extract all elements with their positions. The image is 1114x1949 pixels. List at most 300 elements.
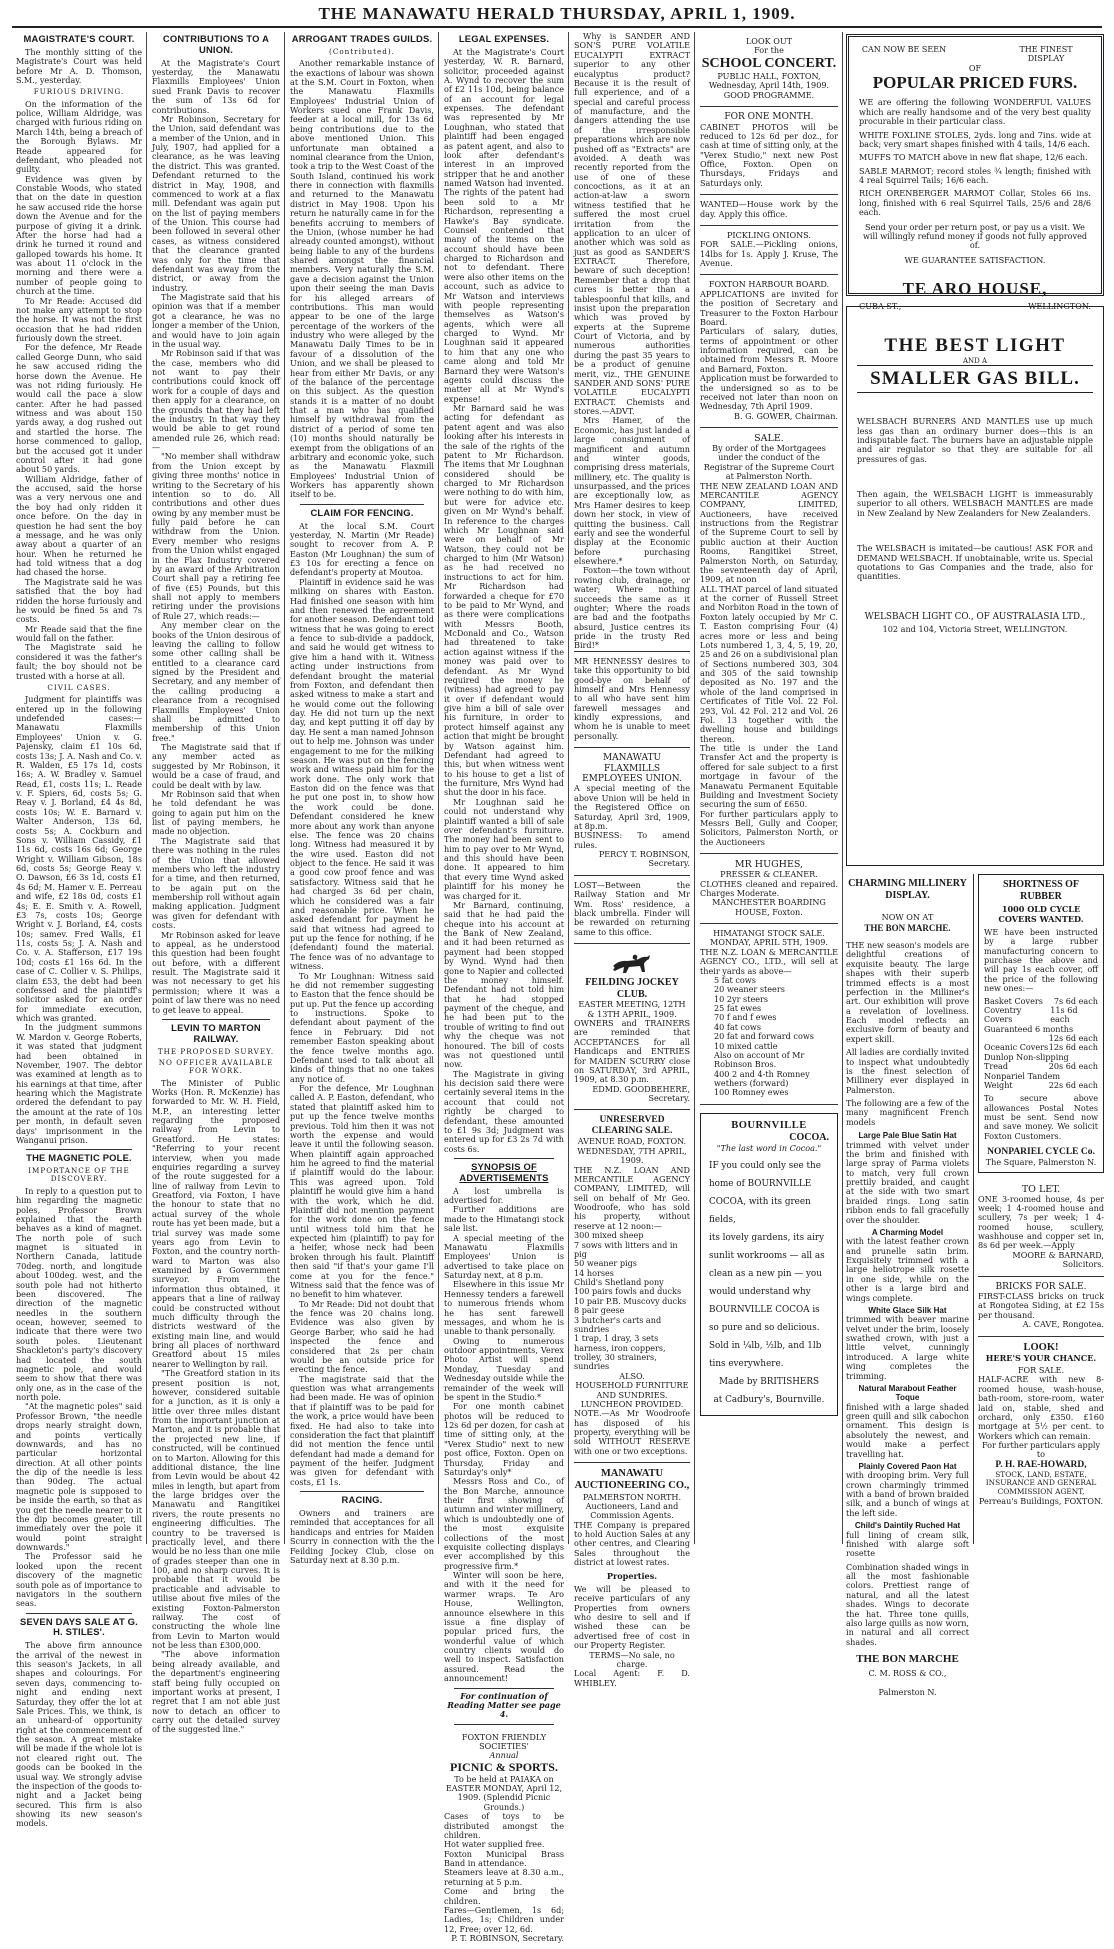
advert-text: LOST—Between the Railway Station and Mr Wm. Ross' residence, a black umbrella. Finder will be rewarded on returning same to this office.: [574, 879, 690, 937]
advert-text: Hot water supplied free.: [444, 1839, 545, 1850]
advert-heading: MANAWATU FLAXMILLS EMPLOYEES UNION.: [582, 753, 682, 784]
advert-line: so pure and so delicious.: [709, 1323, 820, 1334]
advert-text: Foxton Municipal Brass Band in attendance.: [444, 1848, 564, 1869]
te-aro-furs-advert: [846, 34, 1104, 311]
advert-subheading: ALSO.: [619, 1370, 645, 1381]
right-subcolumn: [978, 874, 1104, 1544]
advert-text: with drooping brim. Very full crown charmingly trimmed with a band of brown braided silk, and a bunch of wings at the left side.: [846, 1470, 969, 1518]
article-subhead: FURIOUS DRIVING.: [33, 87, 125, 97]
advert-text: WHITE FOXLINE STOLES, 2yds. long and 7ins. wide at back; very smart shapes finished with 4 tails, 14/6 each.: [859, 129, 1091, 149]
advert-line: tins everywhere.: [709, 1359, 784, 1370]
racehorse-icon: [609, 952, 655, 974]
list-item: 70 f and f ewes: [714, 1012, 777, 1023]
advert-heading: LOOK!: [1023, 1341, 1059, 1353]
advert-store: THE BON MARCHE.: [864, 922, 951, 933]
article-subhead: IMPORTANCE OF THE DISCOVERY.: [28, 1166, 130, 1184]
advert-store: THE BON MARCHE: [856, 1653, 959, 1665]
wanted-advert: [700, 195, 838, 226]
bricks-advert: [978, 1277, 1104, 1337]
article-paragraph: Mr Reade said that the fine would fall on the father.: [16, 623, 142, 644]
advert-address: The Square, Palmerston N.: [985, 1157, 1097, 1168]
article-paragraph: Messrs Ross and Co., of the Bon Marche, announce their first showing of autumn and winter millinery, which is undoubtedly one of the most exquisite collections of the most exquisite collecting displays ever accomplished by this progressive firm.*: [444, 1476, 564, 1571]
millinery-advert: [846, 874, 974, 1698]
advert-text: CABINET PHOTOS will be reduced to 12s 6d per doz., for cash at time of sitting only, at the "Verex Studio," next new Post Office, Foxton. Open on Thursdays, Fridays and Saturdays only.: [700, 121, 838, 188]
advert-title: PICNIC & SPORTS.: [450, 1759, 558, 1774]
advert-text: SABLE MARMOT; record stoles ¾ length; finished with 4 real Squirrel Tails; 16/6 each.: [859, 165, 1091, 186]
advert-text: APPLICATIONS are invited for the position of Secretary and Treasurer to the Foxton Harbour Board.: [700, 288, 838, 327]
advert-subheading: Properties.: [606, 1570, 658, 1581]
list-item: 40 fat cows: [714, 1021, 762, 1032]
article-paragraph: The Magistrate said that there was nothing in the rules of the Union that allowed members who left the industry for a time, and then returned, to be again put on the membership roll without again making application. Judgment was given for defendant with costs.: [152, 835, 280, 931]
advert-title: SMALLER GAS BILL.: [857, 365, 1093, 393]
article-paragraph: In reply to a question put to him regarding the magnetic poles, Professor Brown explained that the earth behaves as a kind of magnet. The north pole of such magnet is situated in Northern Canada, latitude 70deg. north, and longitude about 100deg. west, and the south pole had not hitherto been discovered. The direction of the magnetic needles in the southern ocean, however, seemed to indicate that there were two south poles. Lieutenant Shackleton's party's discovery had located the south magnetic pole, and would seem to show that there was only one, as in the case of the north pole.: [16, 1185, 142, 1402]
advert-text: Particulars of salary, duties, terms of appointment or other information required, can be obtained from Messrs R. Moore and Barnard, Foxton.: [700, 326, 838, 374]
list-item: 20 fat and forward cows: [714, 1031, 814, 1042]
advert-text: RICH ORENBERGER MARMOT Collar, Stoles 66 ins. long, finished with 6 real Squirrel Tails, 25/6 and 28/6 each.: [859, 188, 1091, 218]
advert-subheading: WEDNESDAY, 7TH APRIL, 1909.: [577, 1145, 687, 1166]
advert-heading: LOOK OUT: [745, 36, 793, 46]
advert-signature: P. T. ROBINSON, Secretary.: [451, 1933, 564, 1944]
article-headline: CONTRIBUTIONS TO A UNION.: [162, 33, 270, 55]
advert-text: with the latest feather crown and prunelle satin brim. Exquisitely trimmed with a large heliotrope silk rosette in one side, while on the other is a large bird and wings complete.: [846, 1236, 969, 1303]
advert-subheading: For the: [754, 45, 784, 56]
advert-text: THE N.Z. LOAN AND MERCANTILE AGENCY COMPANY, LIMITED, will sell on behalf of Mr Geo. Woodroofe, who has sold his property, without reserve at 12 noon:—: [574, 1164, 690, 1231]
house-sale-advert: [978, 1337, 1104, 1512]
advert-text: CUBA ST.,: [859, 300, 902, 311]
advert-text: Cases of toys to be distributed amongst the children.: [444, 1811, 564, 1840]
advert-text: By order of the Mortgagees under the conduct of the Registrar of the Supreme Court at Palmerston North.: [703, 443, 835, 482]
advert-line: IF you could only see the: [709, 1160, 821, 1171]
article-paragraph: Winter will soon be here, and with it the need for warmer wraps. Te Aro House, Wellington, announce elsewhere in this issue a fine display of popular priced furs, the wonderful value of which country clients would do well to inspect. Satisfaction assured. Read the announcement!: [444, 1570, 564, 1684]
divider: [300, 504, 424, 505]
advert-header-row: [859, 45, 1091, 64]
advert-line: its lovely gardens, its airy: [709, 1233, 825, 1244]
advert-subheading: COCOA.: [789, 1132, 829, 1143]
article-paragraph: Mr Barnard said he was acting for defendant as patent agent and was also looking after his interests in the sale of the rights of the patent to Mr Richardson. The items that Mr Loughnan considered should be charged to Mr Richardson were nothing to do with him, but were for advice etc. given on Mr Wynd's behalf. In reference to the charges which Mr Loughnan said were on behalf of Mr Watson, they could not be charged to him (Mr Watson) as he had received no instructions to act for him. Mr Richardson had forwarded a cheque for £70 to be paid to Mr Wynd, and as there were complications with Messrs Booth, McDonald and Co., Watson had threatened to take action against witness if the money was paid over to defendant. As Mr Wynd required the money he (witness) had agreed to pay it over if defendant would give him a bill of sale over his furniture, in order to protect himself against any action that might be brought by Watson against him. Defendant had agreed to this, but when witness went to his house to get a list of the furniture, Mrs Wynd had shut the door in his face.: [444, 403, 564, 798]
article-headline: SEVEN DAYS SALE AT G. H. STILES'.: [20, 1615, 138, 1638]
advert-text: WE are offering the following WONDERFUL VALUES which are really handsome and of the very best quality procurable in their particular class.: [859, 97, 1091, 127]
article-subhead: CIVIL CASES.: [47, 682, 111, 692]
advert-text: FOR SALE.—Pickling onions, 14lbs for 1s. Apply J. Kruse, The Avenue.: [700, 239, 838, 269]
union-notice: [574, 748, 690, 876]
advert-text: Come and bring the children.: [444, 1886, 564, 1906]
advert-text: THE N.Z. LOAN & MERCANTILE AGENCY CO., LTD., will sell at their yards as above—: [700, 946, 838, 976]
article-paragraph: The Professor said he looked upon the recent discovery of the magnetic south pole as of importance to navigators in the southern seas.: [16, 1551, 142, 1609]
advert-text: NOW ON AT: [881, 912, 934, 923]
advert-text: OF: [968, 62, 982, 73]
price-item: Guaranteed 6 months: [984, 1023, 1074, 1034]
article-paragraph: "The above information being already available, and the department's engineering staff being fully occupied on important works at present, I regret that I am not able just now to detach an officer to carry out the detailed survey of the suggested line.": [152, 1649, 280, 1735]
model-name: Natural Marabout Feather Toque: [858, 1383, 957, 1403]
list-item: 50 weaner pigs: [574, 1258, 637, 1269]
advert-subheading: PALMERSTON NORTH.: [582, 1491, 682, 1502]
jockey-club-advert: [574, 944, 690, 1110]
advert-line: home of BOURNVILLE: [709, 1179, 812, 1189]
advert-title: THE BEST LIGHT: [884, 335, 1066, 356]
price-item: Weight: [984, 1079, 1013, 1090]
advert-text: MANCHESTER BOARDING HOUSE, Foxton.: [712, 897, 826, 917]
model-name: Large Pale Blue Satin Hat: [858, 1131, 957, 1141]
column-rule: [568, 32, 569, 1544]
article-paragraph: A lost umbrella is advertised for.: [444, 1185, 564, 1206]
advert-heading: TO LET.: [1021, 1183, 1061, 1195]
article-paragraph: The Magistrate said he considered it was the father's fault; the boy should not be trusted with a horse at all.: [16, 642, 142, 681]
advert-text: MUFFS TO MATCH above in new flat shape, 12/6 each.: [859, 152, 1088, 163]
price-value: 20s 6d each: [1048, 1061, 1098, 1072]
advert-heading: UNRESERVED CLEARING SALE.: [591, 1115, 673, 1137]
advert-text: To be held at PAIAKA on EASTER MONDAY, April 12, 1909. (Splendid Picnic Grounds.): [445, 1773, 563, 1812]
clearing-sale-advert: [574, 1110, 690, 1463]
article-paragraph: The Magistrate said that his opinion was that if a member got a clearance, he was no longer a member of the Union, and would have to join again in the usual way.: [152, 292, 280, 349]
advert-heading: MANAWATU AUCTIONEERING CO.,: [574, 1468, 690, 1492]
advert-text: Wednesday, April 14th, 1909.: [708, 80, 830, 91]
article-headline: RACING.: [341, 1494, 383, 1506]
onions-advert: [700, 226, 838, 276]
masthead: [12, 4, 1102, 28]
advert-text: MR HENNESSY desires to take this opportunity to bid good-bye on behalf of himself and Mrs Hennessy to all who have sent him farewell messages and kindly expressions, and whom he is unable to meet personally.: [574, 655, 690, 741]
advert-text: For further particulars apply to Messrs Bell, Gully and Cooper, Solicitors, Palmerston North, or the Auctioneers: [700, 808, 838, 847]
advert-signature: A. CAVE, Rongotea.: [1022, 1319, 1104, 1330]
advert-text: Send your order per return post, or pay us a visit. We will willingly refund money if goods not fully approved of.: [862, 221, 1088, 251]
advert-title: POPULAR PRICED FURS.: [872, 72, 1078, 92]
advert-text: full lining of cream silk, finished with alarge soft rosette: [846, 1529, 969, 1559]
advert-signature: EDMD. GOODBEHERE, Secretary.: [592, 1083, 690, 1103]
advert-line: COCOA, with its green fields,: [709, 1197, 811, 1226]
advert-subheading: PRESSER & CLEANER.: [720, 869, 818, 880]
column-rule: [842, 32, 843, 1544]
advert-text: WE have been instructed by a large rubber manufacturing concern to purchase the above and will pay 1s each cover, off the price of the following new ones:—: [984, 926, 1098, 994]
article-paragraph: Mr Loughnan said he could not understand why plaintiff wanted a bill of sale over defendant's furniture. The money had been sent to him to pay over to Mr Wynd, and this should have been done. It appeared to him that every time Wynd asked plaintiff for his money he was charged for it.: [444, 796, 564, 901]
price-item: Dunlop Non-slipping: [984, 1051, 1069, 1062]
advert-title: SHORTNESS OF RUBBER: [1002, 879, 1080, 902]
divider: [162, 1019, 270, 1020]
article-paragraph: "At the magnetic poles" said Professor Brown, "the needle drops nearly straight down, and points vertically downwards, and has no particular horizontal direction. At all other points the dip of the needle is less than 90deg. The actual magnetic pole is supposed to be inside the earth, so that as you get the needle nearer to it the dip becomes greater, till immediately over the pole it would point straight downwards.": [16, 1401, 142, 1552]
stock-sale-advert: [700, 924, 838, 1105]
article-paragraph: Further additions are made to the Himatangi stock sale list.: [444, 1204, 564, 1234]
list-item: 10 2yr steers: [714, 993, 769, 1004]
column-rule: [694, 32, 695, 1544]
advert-line: would understand why: [709, 1287, 811, 1298]
article-headline: SYNOPSIS OF ADVERTISEMENTS: [459, 1161, 549, 1183]
price-item: Tread: [984, 1061, 1009, 1072]
divider: [26, 1149, 132, 1150]
article-paragraph: Judgment for plaintiffs was entered up in the following undefended cases:—Manawatu Flaxmills Employees' Union v. G. Pajensky, claim £1 10s 6d, costs 13s; J. A. Nash and Co. v. R. Walden, £5 17s 1d, costs 16s; A. W. Bradley v. Samuel Read, £1, costs 11s; L. Reade v. F. Spiers, 6d, costs 5s; G. Reay v. J. Borland, £4 4s 8d, costs 10s; W. E. Barnard v. Walter Anderson, 13s 6d, costs 5s; A. Cockburn and Sons v. William Cassidy, £1 11s 6d, costs 16s 6d; George Wright v. William Gibson, 18s 6d, costs 5s; George Reay v. O. Dawson, £6 3s 1d, costs £1 4s 6d; M. Hamer v. E. Perreau and wife, £2 18s 0d, costs £1 4s; E. E. Smith v. A. Rowell, £3 7s, costs 10s; George Wright v. J. Borland, £4, costs 10s; samev. Fred Walls, £1 11s, costs 5s; J. A. Nash and Co. v. A. Stafferson, £17 19s 10d; costs £1 16s 6d. In the case of C. Collier v. S. Philips, claim £53, the debt had been confessed and the plaintiff's solicitor asked for an order for immediate execution, which was granted.: [16, 694, 142, 1023]
column-1: [12, 32, 146, 1829]
advert-subheading: Auctioneers, Land and Commission Agents.: [585, 1500, 679, 1521]
price-item: Coventry Covers: [984, 1004, 1022, 1025]
school-concert-advert: [700, 32, 838, 107]
to-let-advert: [978, 1179, 1104, 1277]
photos-advert: [700, 107, 838, 195]
auctioneering-advert: [574, 1463, 690, 1694]
advert-text: The WELSBACH is imitated—be cautious! ASK FOR and DEMAND WELSBACH. If unobtainable, write us. Special quotations to Gas Companies and the trade, also for quantities.: [857, 543, 1093, 582]
list-item: 400 2 and 4-th Romney wethers (forward): [714, 1068, 810, 1089]
list-item: 20 weaner steers: [714, 984, 785, 995]
advert-signature: MOORE & BARNARD, Solicitors.: [1012, 1249, 1104, 1270]
article-paragraph: A special meeting of the Manawatu Flaxmills Employees' Union is advertised to take place on Saturday next, at 8 p.m.: [444, 1232, 564, 1281]
advert-text: CLOTHES cleaned and repaired. Charges Moderate.: [700, 878, 838, 898]
article-paragraph: To Mr Reade: Did not doubt that the fence was 20 chains long. Evidence was also given by George Barber, who said he had inspected the fence and considered that 2s per chain would be an outside price for erecting the fence.: [290, 1298, 434, 1375]
advert-text: THE NEW ZEALAND LOAN AND MERCANTILE AGENCY COMPANY, LIMITED, Auctioneers, have received instructions from the Registrar of the Supreme Court to sell by public auction at their Auction Rooms, Rangitikei Street, Palmerston North, on Saturday, the seventeenth day of April, 1909, at noon: [700, 480, 838, 585]
advert-subheading: AVENUE ROAD, FOXTON.: [577, 1136, 687, 1147]
column-rule: [146, 32, 147, 1544]
article-paragraph: The above firm announce the arrival of the newest in this season's Jackets, in all shapes and colourings. For seven days, commencing to-night and ending next Saturday, they offer the lot at Sale Prices. This, we think, is an unheard-of opportunity right at the commencement of the season. A great mistake will be made if the whole lot is not cleared right out. The goods can be booked in the usual way. We strongly advise the inspection of the goods to-night and a Jacket being secured. This firm is also showing its new season's models.: [16, 1640, 142, 1829]
advert-text: NOTE.—As Mr Woodroofe has disposed of his property, everything will be sold WITHOUT RESERVE with one or two exceptions.: [574, 1408, 690, 1456]
divider: [26, 1613, 132, 1614]
article-paragraph: The magistrate said that the question was what arrangements had been made. He was of opinion that if plaintiff was to be paid for the work, a price would have been fixed. He had also to take into consideration the fact that plaintiff did not mention the fence until defendant had made a demand for payment of the heifer. Judgment was given for defendant with costs, £1 1s.: [290, 1373, 434, 1487]
advert-heading: SALE.: [754, 433, 784, 445]
advert-text: trimmed with beaver marine velvet under the brim, loosely swathed crown, with just a little velvet, cunningly introduced. A large white wing completes the trimming.: [846, 1314, 969, 1381]
advert-text: Local Agent: F. D. WHIBLEY.: [574, 1668, 690, 1688]
divider: [454, 1724, 554, 1725]
column-rule: [284, 32, 285, 1544]
list-item: 10 pair P.B. Muscovy ducks: [574, 1295, 687, 1306]
article-headline: CLAIM FOR FENCING.: [310, 506, 414, 518]
advert-text: PUBLIC HALL, FOXTON,: [717, 70, 821, 81]
divider: [300, 1491, 424, 1492]
column-4: [440, 32, 568, 1944]
price-value: 22s 6d each: [1048, 1079, 1098, 1090]
bournville-advert: [700, 1113, 838, 1417]
article-subhead: THE PROPOSED SURVEY.: [157, 1046, 275, 1056]
advert-text: Then again, the WELSBACH LIGHT is immeasurably superior to all others. WELSBACH MANTLES are made in New Zealand by New Zealanders for New Zealanders.: [857, 489, 1093, 518]
article-subhead: NO OFFICER AVAILABLE FOR WORK.: [158, 1057, 274, 1076]
model-name: A Charming Model: [871, 1227, 944, 1237]
advert-text: FIRST-CLASS bricks on truck at Rongotea Siding, at £2 15s per thousand.: [978, 1291, 1104, 1320]
article-paragraph: Owing to numerous outdoor appointments, Verex Photo Artist will spend Monday, Tuesday and Wednesday outside while the remainder of the week will be spent in the Studio.*: [444, 1335, 564, 1402]
advert-text: For further particulars apply to: [981, 1440, 1101, 1460]
advert-text: GOOD PROGRAMME.: [723, 89, 815, 100]
article-paragraph: For the defence, Mr Loughnan called A. P. Easton, defendant, who stated that plaintiff asked him to put up the fence twelve months previous. Told him then it was not worth the expense and would leave it until the following season. When plaintiff again approached him he agreed to find the material if plaintiff would do the labour. This was agreed upon. Told plaintiff he would give him a hand with the work, which he did. Plaintiff did not mention payment for the work done on the fence until witness told him that he expected him (plaintiff) to pay for a heifer, whose neck had been broken through his fault. Plaintiff then said "if that's your game I'll come at you for the fence." Witness said that the fence was of no benefit to him whatever.: [290, 1083, 434, 1300]
article-paragraph: To Mr Reade: Accused did not make any attempt to stop the horse. It was not the first occasion that he had ridden furiously down the street.: [16, 295, 142, 344]
advert-line: clean as a new pin — you: [709, 1269, 822, 1280]
advert-heading: BOURNVILLE: [731, 1119, 807, 1131]
advert-text: Fares—Gentlemen, 1s 6d; Ladies, 1s; Children under 12, Free; over 12, 6d.: [444, 1904, 564, 1934]
advert-text: THE new season's models are delightful creations of exquisite beauty. The large shapes with their superb trimmed effects is a most perfection in the Milliner's art. Our exhibition will prove a revelation of loveliness. Each model reflects an exclusive form of beauty and expert skill.: [846, 940, 969, 1044]
article-headline: LEGAL EXPENSES.: [458, 33, 550, 44]
advert-text: HALF-ACRE with new 8-roomed house, wash-house, bath-room, store-room, water laid on, stable, shed and orchard, only £350. £160 mortgage at 5½ per cent. to Workers which can remain.: [978, 1374, 1104, 1441]
article-headline: THE MAGNETIC POLE.: [26, 1152, 132, 1164]
advert-text: trimmed with velvet under the brim and finished with large spray of Parma violets to match, very full crown prettily braided, and caught at the side with two smart braided rings. Long satin ribbon ends to fall gracefully over the shoulder.: [846, 1139, 969, 1225]
advert-subheading: HOUSEHOLD FURNITURE AND SUNDRIES.: [575, 1380, 689, 1400]
price-value: 7s 6d each: [1053, 995, 1098, 1006]
list-item: 3 butcher's carts and sundries: [574, 1314, 662, 1334]
price-value: 12s 6d each: [1048, 1033, 1098, 1044]
column-rule: [438, 32, 439, 1544]
advert-text: ONE 3-roomed house, 4s per week; 1 4-roomed house and scullery, 7s per week; 1 4-roomed house, scullery, washhouse and copper set in, 8s 6d per week.—Apply: [978, 1193, 1104, 1251]
article-paragraph: On the information of the police, William Aldridge, was charged with furious riding on March 14th, being a breach of the Borough Bylaws. Mr Reade appeared for defendant, who pleaded not guilty.: [16, 98, 142, 175]
presser-advert: [700, 854, 838, 924]
advert-text: Steamers leave at 8.30 a.m., returning at 5 p.m.: [444, 1867, 564, 1887]
advert-heading: FOR ONE MONTH.: [724, 112, 814, 123]
advert-address: Perreau's Buildings, FOXTON.: [978, 1495, 1104, 1506]
advert-title: TE ARO HOUSE,: [902, 279, 1048, 299]
advert-text: ALL THAT parcel of land situated at the corner of Russell Street and Norbiton Road in the town of Foxton lately occupied by Mr C. T. Easton comprising Four (4) acres more or less and being Lots numbered 1, 3, 4, 5, 19, 20, 25 and 26 on a subdivisional plan of Sections numbered 303, 304 and 305 of the said township deposited as No. 197 and the whole of the land comprised in Certificates of Title Vol. 22 Fol. 293, Vol. 42 Fol. 212 and Vol. 26 Fol. 13 together with the dwelling house and buildings thereon.: [700, 583, 838, 744]
list-item: 1 trap, 1 dray, 3 sets harness, iron coppers, trolley, 30 strainers, sundries: [574, 1333, 666, 1372]
article-headline: MAGISTRATE'S COURT.: [23, 33, 135, 44]
advert-subheading: LUNCHEON PROVIDED.: [580, 1398, 684, 1409]
article-paragraph: Elsewhere in this issue Mr Hennessy tenders a farewell to numerous friends whom he has sent farewell messages, and whom he is unable to thank personally.: [444, 1279, 564, 1337]
article-paragraph: For one month cabinet photos will be reduced to 12s 6d per dozen, for cash at time of sitting only, at the "Verex Studio" next to new post office, Foxton. Open on Thursday, Friday and Saturday's only*: [444, 1401, 564, 1477]
article-paragraph: Mr Barnard, continuing, said that he had paid the cheque into his account at the Bank of New Zealand, and it had been returned as payment had been stopped by Wynd. Wynd had then gone to Napier and collected the money himself. Defendant had not told him that he had stopped payment of the cheque, and he had been put to the trouble of writing to find out why the cheque was not honoured. The bill of costs was not questioned until now.: [444, 899, 564, 1070]
model-name: White Glace Silk Hat: [868, 1305, 947, 1315]
harbour-board-advert: [700, 275, 838, 428]
advert-text: Combination shaded wings in all the most fashionable colors. Prettiest range of natural, and all the latest shades. Wings to decorate the hat. Three tone quills, also large quills as now worn, in natural and all correct shades.: [846, 1561, 969, 1647]
article-paragraph: "The Greatford station in its present position is not, however, considered suitable for a junction, as it is only a little over three miles distant from the important junction at Marton, and it is probable that the projected new line, if constructed, will be continued on to Marton. Allowing for this additional distance, the line from Levin would be about 42 miles in length, but apart from the large bridges over the Manawatu and Rangitikei rivers, the route presents no engineering difficulties. The country to be traversed is practically level, and there would be no less than one mile of grades steeper than one in 100, and no sharp curves. It is probable that it would be practicable and advisable to utilise about five miles of the existing Foxton-Palmerston railway. The cost of constructing the whole line from Levin to Marton would not be less than £300,000.: [152, 1368, 280, 1651]
advert-heading: FOXTON FRIENDLY SOCIETIES': [461, 1731, 547, 1752]
article-subhead: (Contributed).: [329, 46, 395, 56]
advert-line: at Cadbury's, Bournville.: [713, 1395, 825, 1406]
article-headline: ARROGANT TRADES GUILDS.: [291, 33, 433, 44]
advert-text: TERMS—No sale, no charge.: [589, 1649, 675, 1669]
advert-text: OWNERS and TRAINERS are reminded that ACCEPTANCES for all Handicaps and ENTRIES for MAIDEN SCURRY close on SATURDAY, 3rd APRIL, 1909, at 8.30 p.m.: [574, 1018, 690, 1085]
advert-heading: FEILDING JOCKEY CLUB.: [585, 977, 679, 1000]
model-name: Plainly Covered Paon Hat: [858, 1461, 957, 1471]
picnic-advert: [444, 1728, 564, 1949]
article-paragraph: Mr Robinson asked for leave to appeal, as he understood this question had been fought out before, with a different result. The Magistrate said it was not necessary to get his permission; where it was a point of law there was no need to get leave to appeal.: [152, 929, 280, 1015]
article-paragraph: Owners and trainers are reminded that acceptances for all handicaps and entries for Maiden Scurry in connection with the the Feilding Jockey Club, close on Saturday next at 8.30 p.m.: [290, 1508, 434, 1565]
welsbach-advert: [846, 306, 1104, 866]
article-paragraph: William Aldridge, father of the accused, said the horse was a very nervous one and the boy had only ridden it once before. On the day in question he had sent the boy a message, and he was only away about a quarter of an hour. When he returned he had told witness that a dog had chased the horse.: [16, 473, 142, 578]
advert-text: WANTED—House work by the day. Apply this office.: [700, 199, 838, 219]
continuation-note: For continuation of Reading Matter see page 4.: [447, 1690, 561, 1720]
article-paragraph: Mr Robinson, Secretary for the Union, said defendant was a member of the Union, and in July, 1907, had applied for a clearance, as he was leaving the district. This was granted. Defendant returned to the district in May, 1908, and commenced to work at a flax mill. Defendant was again put on the list of paying members of the Union. This course had been followed in several other cases, as witness considered that the clearance granted was only for the time that defendant was away from the district, or away from the industry.: [152, 113, 280, 293]
divider: [454, 1688, 554, 1689]
price-list: [984, 997, 1098, 1091]
list-item: 25 fat ewes: [714, 1003, 762, 1014]
advert-line: Made by BRITISHERS: [719, 1377, 819, 1388]
list-item: 5 fat cows: [714, 974, 756, 985]
advert-text: The following are a few of the many magnificent French models: [846, 1098, 969, 1127]
article-paragraph: At the Magistrate's Court yesterday, W. R. Barnard, solicitor, proceeded against A. Wynd to recover the sum of £2 11s 10d, being balance of an account for legal expenses. The defendant was represented by Mr Loughnan, who stated that plaintiff had been engaged as patent agent, and also to look after defendant's interest in an improved stripper that he and another named Watson had invented. The rights of the patent had been sold to a Mr Richardson, representing a Hawke's Bay syndicate. Counsel contended that many of the items on the account should have been charged to Richardson and not to defendant. There were also other items on the account, such as advice to Mr Watson and interviews with people representing themselves as Watson's agents, which were all charged to Wynd. Mr Loughnan said it appeared to him that any one who came along and told Mr Barnard they were Watson's agents could discuss the matter all at Mr Wynd's expense!: [444, 46, 564, 404]
article-paragraph: Why is SANDER AND SON'S PURE VOLATILE EUCALYPTI EXTRACT superior to any other eucalyptus product? Because it is the result of full experience, and of a special and careful process of manufacture, and the dangers attending the use of the irresponsible preparations which are now pushed off as "Extracts" are avoided. A death was recently reported from the use of one of these concoctions, as it at an action-at-law a sworn witness testified that he suffered the most cruel irritation from the application to an ulcer of another which was sold as just as good as SANDER'S EXTRACT. Therefore, beware of such deception! Remember that a drop that cures is better than a tablespoonful that kills, and insist upon the preparation which was proved by experts at the Supreme Court of Victoria, and by numerous authorities during the past 35 years to be a product of genuine merit, viz., THE GENUINE SANDER AND SONS' PURE VOLATILE EUCALYPTI EXTRACT. Chemists and stores.—ADVT.: [574, 31, 690, 416]
column-2: [148, 32, 284, 1735]
advert-company: P. H. RAE-HOWARD,: [995, 1459, 1087, 1470]
advert-line: Sold in ¼lb, ½lb, and 1lb: [709, 1341, 822, 1352]
article-paragraph: The Magistrate in giving his decision said there were certainly several items in the account that could not rightly be charged to defendant, these amounted to £1 9s 3d; Judgment was entered up for £3 2s 7d with costs 6s.: [444, 1068, 564, 1154]
article-paragraph: Plaintiff in evidence said he was milking on shares with Easton. Had finished one season with him and then renewed the agreement for another season. Defendant told witness that he was going to erect a fence to sub-divide a paddock, and said he would get witness to give him a hand with it. Witness acting under instructions from defendant brought the material from Foxton, and defendant then asked witness to make a start and he would come out the following day. He did not turn up the next day, and kept putting it off day by day. He sent a man named Johnson out to help me. Johnson was under engagement to me for the milking season. He was put on the fencing work and witness paid him for the work done. The only work that Easton did on the fence was that he put one post in, to show how the work could be done. Defendant considered he knew more about any work than anyone else. The fence was 20 chains long. Witness had measured it by the wire used. Easton did not object to the fence. He said it was a good cow proof fence and was satisfactory. Witness said that he had charged 3s 6d per chain, which he considered was a fair and reasonable price. When he asked defendant for payment he said that witness had agreed to put up the fence for nothing, if he (defendant) found the material. The fence was of no advantage to witness.: [290, 576, 434, 972]
advert-company: WELSBACH LIGHT CO., OF AUSTRALASIA LTD.,: [864, 611, 1086, 622]
list-item: 300 mixed sheep: [574, 1230, 644, 1241]
article-paragraph: Evidence was given by Constable Woods, who stated that on the date in question he saw accused ride the horse down the Avenue and for the purpose of giving it a drink. After the horse had had a drink he turned it round and galloped towards his home. It was about 11 o'clock in the morning and there were a number of people going to church at the time.: [16, 173, 142, 297]
list-item: Child's Shetland pony: [574, 1277, 664, 1288]
price-value: 12s 6d each: [1048, 1042, 1098, 1053]
article-paragraph: At the Magistrate's Court yesterday, the Manawatu Flaxmills Employees' Union sued Frank Davis to recover the sum of 13s 6d for contributions.: [152, 57, 280, 115]
rubber-advert: [978, 874, 1104, 1173]
article-paragraph: The Magistrate said that if any member acted as suggested by Mr Robinson, it would be a case of fraud, and could be dealt with by law.: [152, 742, 280, 790]
price-item: Basket Covers: [984, 995, 1043, 1006]
advert-line: sunlit workrooms — all as: [709, 1251, 825, 1262]
advert-text: WELLINGTON.: [1028, 300, 1091, 311]
advert-heading: HIMATANGI STOCK SALE.: [713, 928, 825, 939]
advert-subheading: 1000 OLD CYCLE COVERS WANTED.: [998, 904, 1084, 924]
advert-text: STOCK, LAND, ESTATE, INSURANCE AND GENERAL COMMISSION AGENT,: [985, 1469, 1097, 1496]
advert-signature: B. G. GOWER, Chairman.: [734, 410, 838, 421]
advert-text: AND A: [962, 357, 988, 366]
advert-title: CHARMING MILLINERY DISPLAY.: [848, 878, 967, 901]
advert-text: A special meeting of the above Union will be held in the Registered Office on Saturday, April 3rd, 1909, at 8p.m.: [574, 783, 690, 831]
advert-text: All ladies are cordially invited to inspect what undoubtedly is the finest selection of Millinery ever displayed in Palmerston.: [846, 1047, 969, 1095]
article-paragraph: For the defence, Mr Reade called George Dunn, who said he saw accused riding the horse down the Avenue. He was not riding furiously. He would call the pace a slow canter. After he had passed witness and was about 150 yards away, a dog rushed out and startled the horse. The horse commenced to gallop, but the accused got it under control after it had gone about 50 yards.: [16, 342, 142, 475]
advert-subheading: MONDAY, APRIL 5TH, 1909.: [710, 937, 828, 948]
column-6: [696, 32, 842, 1544]
article-paragraph: Mr Robinson said if that was the case, members who did not want to pay their contributions could knock off work for a couple of days and then apply for a clearance, on the grounds that they had left the industry. In that way they would be able to get round amended rule 26, which read:—: [152, 348, 280, 452]
list-item: 100 Romney ewes: [714, 1087, 789, 1098]
advert-subheading: EASTER MEETING, 12TH & 13TH APRIL, 1909.: [578, 999, 686, 1019]
advert-text: We will be pleased to receive particulars of any Properties from owners who desire to sell and if wished these can be advertised free of cost in our Property Register.: [574, 1583, 690, 1651]
price-item: Nonpariel Tandem: [984, 1070, 1061, 1081]
divider: [454, 1158, 554, 1159]
list-item: 8 pair geese: [574, 1305, 625, 1316]
advert-text: WELSBACH BURNERS AND MANTLES use up much less gas than an ordinary burner does—this is an indisputable fact. The burners have an adjustable nipple and air regulator so that they are suitable for all pressures of gas.: [857, 416, 1093, 464]
price-value: 11s 6d each: [1050, 1004, 1078, 1025]
lost-notice: [574, 876, 690, 944]
article-paragraph: Any member clear on the books of the Union desirous of leaving the calling to follow some other calling shall be entitled to a clearance card signed by the President and Secretary, and any member of the calling producing a clearance from a recognised Flaxmills Employees' Union shall be admitted to membership of this Union free.": [152, 620, 280, 743]
model-name: Child's Daintily Ruched Hat: [854, 1521, 961, 1531]
advert-text: WE GUARANTEE SATISFACTION.: [904, 254, 1046, 265]
advert-subheading: HERE'S YOUR CHANCE.: [985, 1352, 1097, 1363]
article-paragraph: Mr Robinson said that when he told defendant he was going to again put him on the list of paying members, he made no objection.: [152, 788, 280, 837]
article-paragraph: In the judgment summons W. Mardon v. George Roberts, it was stated that judgment had been obtained in November, 1907. The debtor was examined at length as to his earnings at that time, after hearing which the Magistrate ordered the defendant to pay the amount at the rate of 10s per month, in default seven days' imprisonment in the Wanganui prison.: [16, 1022, 142, 1145]
advert-text: THE FINEST DISPLAY: [1019, 45, 1073, 64]
article-paragraph: Another remarkable instance of the exactions of labour was shown at the S.M. Court in Foxton, when the Manawatu Flaxmills Employees' Industrial Union of Workers sued one Frank Davis, feeder at a local mill, for 13s 6d being contributions due to the above mentioned Union. This unfortunate man obtained a nominal clearance from the Union, took a trip to the West Coast of the South Island, continued his work there in connection with flaxmills and returned to the Manawatu district in May 1908. Upon his return he naturally came in for the benefits accruing to members of the Union, (whose number he had already counted amongst), without being liable to any of the burdens shared amongst the financial members. Very naturally the S.M. gave a decision against the Union upon their seeing the man Davis for his alleged arrears of contributions. This man would appear to be one of the large percentage of the workers of the industry who were alleged by the Manawatu Daily Times to be in favour of a dissolution of the Union, and we shall be pleased to hear from either Mr Davis, or any of the balance of the percentage on this subject. As the question stands it is a matter of no doubt that a man who has qualified himself by withdrawal from the district of a period of some ten (10) months should naturally be exempt from the obligations of an arbitrary and economic yoke, such as the Manawatu Flaxmill Employees' Industrial Union of Workers has apparently shown itself to be.: [290, 58, 434, 500]
advert-text: BUSINESS: To amend rules.: [574, 830, 690, 850]
article-paragraph: Foxton—the town without rowing club, drainage, or water; Where nothing succeeds the same as it oughter; Where the roads are bad and the footpaths absurd, Justice centres its pride in the trusty Red Bird!*: [574, 565, 690, 651]
advert-signature: PERCY T. ROBINSON, Secretary.: [598, 849, 690, 869]
advert-line: BOURNVILLE COCOA is: [709, 1305, 820, 1316]
advert-text: THE Company is prepared to hold Auction Sales at any other centres, and Clearing Sales throughout the district at lowest rates.: [574, 1519, 690, 1568]
stock-list: [574, 1231, 690, 1372]
stock-list: [700, 976, 838, 1098]
price-row: [984, 1081, 1098, 1090]
advert-body: [709, 1157, 829, 1409]
advert-text: To secure above allowances Postal Notes must be sent. Send now and save money. We solicit Foxton Customers.: [984, 1093, 1098, 1141]
list-item: 14 horses: [574, 1267, 614, 1278]
advert-title: SCHOOL CONCERT.: [701, 55, 837, 71]
advert-address: Palmerston N.: [878, 1687, 937, 1698]
article-paragraph: The monthly sitting of the Magistrate's Court was held before Mr A. D. Thomson, S.M., yesterday.: [16, 46, 142, 85]
article-paragraph: The Minister of Public Works (Hon. R. McKenzie) has forwarded to Mr. W. H. Field, M.P., an interesting letter regarding the proposed railway from Levin to Greatford. He states: "Referring to your recent interview, when you made enquiries regarding a survey of the route suggested for a line of railway from Levin to Greatford, via Foxton, I have the honour to state that no actual survey of the whole route has yet been made, but a trial survey was made some years ago from Levin to Foxton, and the country north-ward to Marton was also examined by a Government surveyor. From the information thus obtained, it appears that a line of railway could be constructed without much difficulty through the districts westward of the existing main line, and would bring all places of northward Greatford about 15 miles nearer to Wellington by rail.: [152, 1077, 280, 1369]
advert-subheading: FOR SALE.: [1017, 1365, 1065, 1376]
masthead-title: THE MANAWATU HERALD THURSDAY, APRIL 1, 1909.: [318, 4, 796, 23]
advert-text: The title is under the Land Transfer Act and the property is offered for sale subject to a first mortgage in favour of the Manawatu Permanent Equitable Building and Investment Society securing the sum of £650.: [700, 743, 838, 810]
column-3: [286, 32, 438, 1565]
advert-subheading: Annual: [489, 1750, 519, 1761]
advert-heading: FOXTON HARBOUR BOARD.: [708, 279, 830, 290]
article-paragraph: Mrs Hamer, of the Economic, has just landed a large consignment of magnificent and autumn and winter goods, comprising dress materials, millinery, etc. The quality is unsurpassed, and the prices are exceptionally low, as Mrs Hamer desires to keep down her stock, in view of quitting the business. Call early and see the wonderful display at the Economic before purchasing elsewhere.*: [574, 415, 690, 566]
advert-address: 102 and 104, Victoria Street, WELLINGTON.: [882, 623, 1068, 634]
land-sale-advert: [700, 428, 838, 854]
hennessy-notice: [574, 651, 690, 748]
advert-heading: MR HUGHES,: [734, 859, 804, 871]
advert-company: C. M. ROSS & CO.,: [868, 1667, 947, 1678]
advert-heading: BRICKS FOR SALE.: [995, 1281, 1087, 1292]
article-headline: LEVIN TO MARTON RAILWAY.: [171, 1021, 261, 1044]
list-item: 10 mixed cattle: [714, 1040, 778, 1051]
article-paragraph: At the local S.M. Court yesterday, N. Martin (Mr Reade) sought to recover from A. P. Easton (Mr Loughnan) the sum of £3 10s for erecting a fence on defendant's property at Moutoa.: [290, 520, 434, 578]
list-item: 7 sows with litters and in pig: [574, 1239, 678, 1259]
list-item: Also on account of Mr Robinson Bros.: [714, 1049, 805, 1070]
advert-heading: PICKLING ONIONS.: [726, 229, 812, 240]
list-item: 100 pairs fowls and ducks: [574, 1286, 682, 1297]
column-5: [570, 31, 694, 1688]
advert-text: finished with a large shaded green quill and silk cabochon ornament. This design is absolutely the newest, and would make a perfect travelling hat.: [846, 1401, 969, 1459]
advert-company: NONPARIEL CYCLE Co.: [987, 1147, 1095, 1158]
price-row: [984, 1006, 1098, 1025]
article-paragraph: The Magistrate said he was satisfied that the boy had ridden the horse furiously and he would be fined 5s and 7s costs.: [16, 576, 142, 625]
advert-tagline: "The last word in Cocoa.": [716, 1142, 822, 1153]
advert-text: Application must be forwarded to the undersigned so as to be received not later than noon on Wednesday, 7th April 1909.: [700, 373, 838, 412]
